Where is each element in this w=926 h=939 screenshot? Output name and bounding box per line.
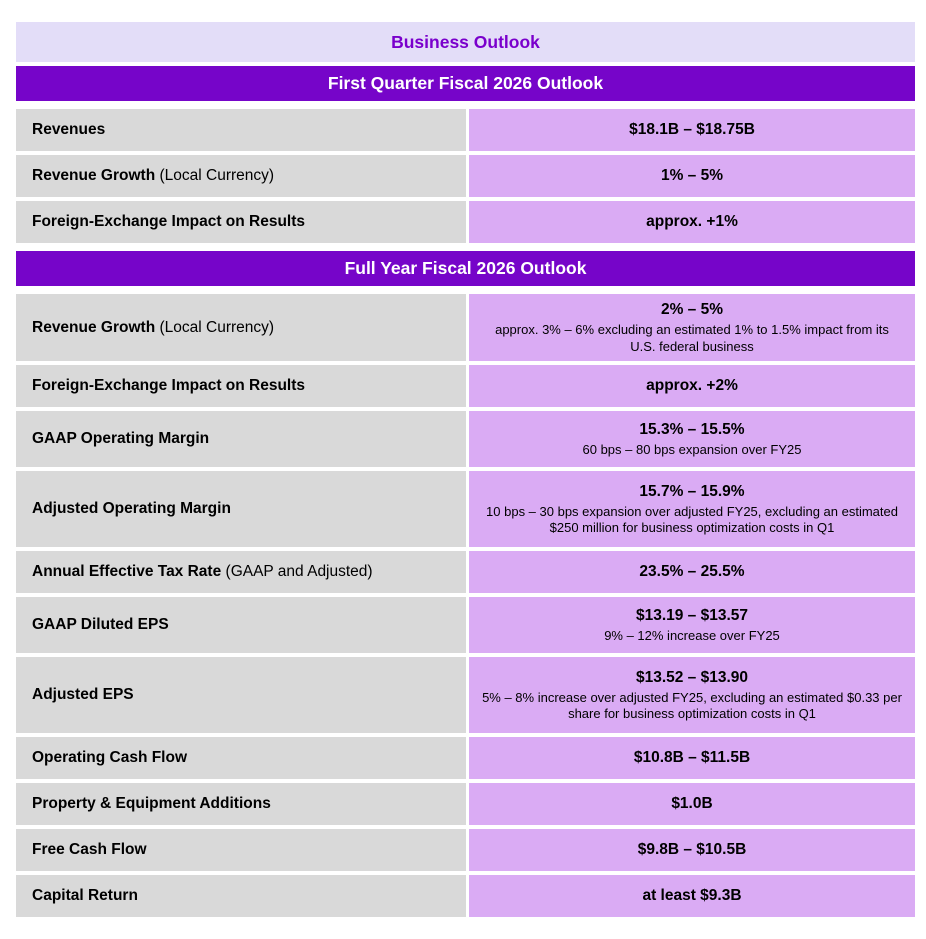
row-value: $18.1B – $18.75B [629,121,755,138]
table-row [16,551,915,593]
row-value: $13.19 – $13.57 [635,606,749,624]
row-value: approx. +2% [646,377,738,394]
row-value: at least $9.3B [642,887,742,904]
table-row [16,875,915,917]
table-row [16,109,915,151]
row-label: Free Cash Flow [32,841,147,858]
row-label-cell [16,783,466,825]
row-value: 15.7% – 15.9% [639,482,745,500]
table-row [16,155,915,197]
row-label-qualifier: (Local Currency) [155,167,275,184]
row-value: 23.5% – 25.5% [639,563,745,580]
section-header-first-quarter: First Quarter Fiscal 2026 Outlook [16,66,915,101]
row-label: Revenues [32,121,106,138]
table-row [16,737,915,779]
row-label-cell [16,155,466,197]
table-row [16,201,915,243]
row-label-qualifier: (GAAP and Adjusted) [221,563,373,580]
row-label-cell [16,551,466,593]
row-value-note: approx. 3% – 6% excluding an estimated 1% to 1.5% impact from its U.S. federal business [495,322,889,354]
row-value-cell [469,155,915,197]
row-label: Foreign-Exchange Impact on Results [32,213,306,230]
row-value-cell [469,411,915,467]
table-row [16,471,915,547]
row-label-cell [16,829,466,871]
page-title: Business Outlook [16,22,915,62]
row-value-cell [469,783,915,825]
row-label-cell [16,471,466,547]
row-value-cell [469,597,915,653]
row-label: GAAP Diluted EPS [32,616,169,633]
row-value-cell [469,471,915,547]
row-label-cell [16,597,466,653]
row-label: Revenue Growth [32,318,156,336]
row-value-cell [469,365,915,407]
table-row [16,829,915,871]
row-label-cell [16,294,466,361]
table-row [16,783,915,825]
row-value-cell [469,657,915,733]
row-label-cell [16,657,466,733]
row-label-cell [16,365,466,407]
row-label-cell [16,875,466,917]
row-value-note: 60 bps – 80 bps expansion over FY25 [582,441,802,457]
row-label-cell [16,411,466,467]
table-row [16,365,915,407]
row-label: Foreign-Exchange Impact on Results [32,377,306,394]
table-row [16,597,915,653]
section-first-quarter-rows [16,109,915,243]
row-value-cell [469,737,915,779]
row-label: GAAP Operating Margin [32,430,210,447]
row-label-qualifier: (Local Currency) [155,318,275,336]
row-value-cell [469,294,915,361]
row-value-note: 9% – 12% increase over FY25 [604,627,780,643]
row-label: Adjusted Operating Margin [32,500,231,517]
table-row [16,294,915,361]
table-row [16,657,915,733]
row-value-cell [469,829,915,871]
section-first-quarter [16,66,915,243]
row-value: $1.0B [671,795,713,812]
row-value: 1% – 5% [660,167,724,184]
table-row [16,411,915,467]
section-full-year-rows [16,294,915,917]
section-header-full-year: Full Year Fiscal 2026 Outlook [16,251,915,286]
row-label-cell [16,201,466,243]
row-label: Adjusted EPS [32,686,134,703]
row-label: Annual Effective Tax Rate [32,563,222,580]
row-value: approx. +1% [646,213,738,230]
row-value: $13.52 – $13.90 [635,668,749,686]
row-label: Operating Cash Flow [32,749,188,766]
row-label-cell [16,737,466,779]
row-label: Revenue Growth [32,167,156,184]
row-label: Capital Return [32,887,138,904]
row-value: $10.8B – $11.5B [633,749,751,766]
row-value-note: 5% – 8% increase over adjusted FY25, excluding an estimated $0.33 per share for business optimization costs in Q1 [482,689,902,721]
row-value-cell [469,551,915,593]
row-value-cell [469,109,915,151]
row-value-note: 10 bps – 30 bps expansion over adjusted FY25, excluding an estimated $250 million for business optimization costs in Q1 [486,503,898,535]
row-value-cell [469,201,915,243]
row-value-cell [469,875,915,917]
row-label: Property & Equipment Additions [32,795,271,812]
row-label-cell [16,109,466,151]
row-value: $9.8B – $10.5B [637,841,747,858]
row-value: 15.3% – 15.5% [639,420,745,438]
row-value: 2% – 5% [660,301,724,318]
section-full-year [16,251,915,917]
